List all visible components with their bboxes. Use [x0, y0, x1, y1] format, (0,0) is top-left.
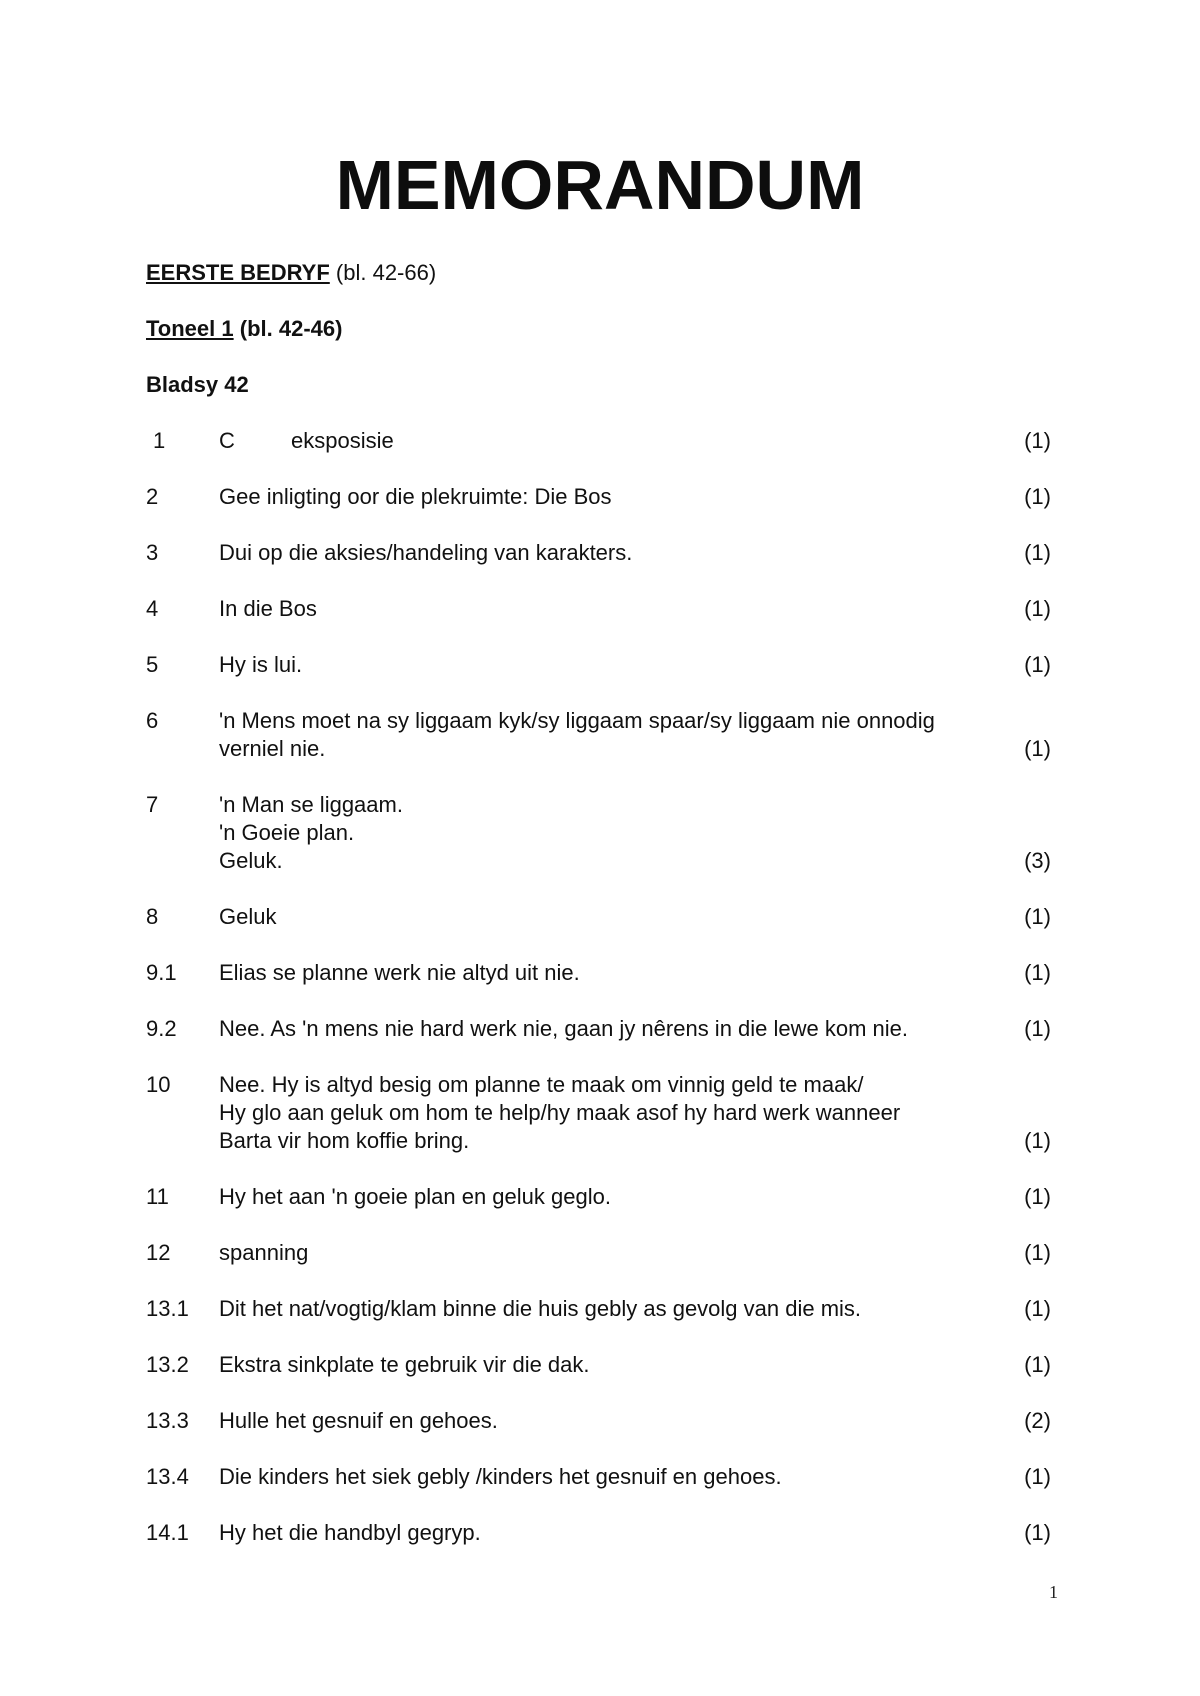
page-heading: Bladsy 42 [146, 372, 249, 397]
answer-line [219, 427, 991, 455]
answer-text [219, 1071, 991, 1155]
answer-line-text: eksposisie [291, 428, 394, 453]
question-number: 3 [146, 540, 159, 565]
question-number: 12 [146, 1240, 171, 1265]
answer-line: Ekstra sinkplate te gebruik vir die dak. [219, 1352, 590, 1377]
question-number: 14.1 [146, 1520, 189, 1545]
answer-line: Barta vir hom koffie bring. [219, 1128, 470, 1153]
answer-line: Die kinders het siek gebly /kinders het gesnuif en gehoes. [219, 1464, 782, 1489]
answer-item [146, 903, 1051, 931]
answer-text [219, 791, 991, 875]
question-number: 9.1 [146, 960, 177, 985]
act-label: EERSTE BEDRYF [146, 260, 330, 285]
question-number: 13.4 [146, 1464, 189, 1489]
question-number: 4 [146, 596, 159, 621]
answer-line: Elias se planne werk nie altyd uit nie. [219, 960, 580, 985]
question-number: 13.1 [146, 1296, 189, 1321]
mark-allocation: (1) [1024, 652, 1051, 677]
answer-item [146, 707, 1051, 763]
answer-text [219, 1351, 991, 1379]
answer-text [219, 1463, 991, 1491]
mark-allocation: (1) [1024, 484, 1051, 509]
answer-text [219, 651, 991, 679]
mark-allocation: (1) [1024, 904, 1051, 929]
mark-allocation: (2) [1024, 1408, 1051, 1433]
question-number: 10 [146, 1072, 171, 1097]
mark-allocation: (1) [1024, 1352, 1051, 1377]
answer-text [219, 1015, 991, 1043]
mark-allocation: (1) [1024, 1016, 1051, 1041]
question-number: 8 [146, 904, 159, 929]
answer-item [146, 1239, 1051, 1267]
mark-allocation: (3) [1024, 848, 1051, 873]
answer-item [146, 1519, 1051, 1547]
answer-item [146, 1071, 1051, 1155]
answer-item [146, 1463, 1051, 1491]
answer-text [219, 707, 991, 763]
answer-text [219, 483, 991, 511]
question-number: 13.2 [146, 1352, 189, 1377]
answer-line: Nee. As 'n mens nie hard werk nie, gaan jy nêrens in die lewe kom nie. [219, 1016, 909, 1041]
answer-item [146, 483, 1051, 511]
question-number: 6 [146, 708, 159, 733]
answer-text [219, 1295, 991, 1323]
answer-line: Dui op die aksies/handeling van karakters. [219, 540, 633, 565]
mark-allocation: (1) [1024, 960, 1051, 985]
mark-allocation: (1) [1024, 1184, 1051, 1209]
mark-allocation: (1) [1024, 1520, 1051, 1545]
answer-line: Hy het die handbyl gegryp. [219, 1520, 481, 1545]
answer-line: Hy het aan 'n goeie plan en geluk geglo. [219, 1184, 611, 1209]
question-number: 1 [153, 428, 166, 453]
answer-line: Hulle het gesnuif en gehoes. [219, 1408, 498, 1433]
answer-item [146, 791, 1051, 875]
answer-line: Geluk [219, 904, 277, 929]
answer-text [219, 427, 991, 455]
scene-heading [146, 316, 342, 342]
answer-text [219, 903, 991, 931]
answer-text [219, 595, 991, 623]
answer-letter: C [219, 428, 235, 453]
act-pages: (bl. 42-66) [335, 260, 437, 285]
answer-text [219, 1183, 991, 1211]
answer-text [219, 959, 991, 987]
answer-item [146, 1351, 1051, 1379]
answer-line: Geluk. [219, 848, 283, 873]
answer-line: Hy glo aan geluk om hom te help/hy maak asof hy hard werk wanneer [219, 1100, 901, 1125]
question-number: 2 [146, 484, 159, 509]
page-number: 1 [1049, 1582, 1058, 1602]
mark-allocation: (1) [1024, 540, 1051, 565]
question-number: 13.3 [146, 1408, 189, 1433]
answer-line: Dit het nat/vogtig/klam binne die huis gebly as gevolg van die mis. [219, 1296, 862, 1321]
answer-line: verniel nie. [219, 736, 326, 761]
answer-text [219, 1239, 991, 1267]
question-number: 5 [146, 652, 159, 677]
mark-allocation: (1) [1024, 1128, 1051, 1153]
question-number: 11 [146, 1184, 169, 1209]
mark-allocation: (1) [1024, 1296, 1051, 1321]
question-number: 7 [146, 792, 159, 817]
answer-line: Nee. Hy is altyd besig om planne te maak om vinnig geld te maak/ [219, 1072, 864, 1097]
answer-item [146, 1295, 1051, 1323]
mark-allocation: (1) [1024, 596, 1051, 621]
act-heading [146, 260, 436, 286]
answer-text [219, 539, 991, 567]
answer-line: Gee inligting oor die plekruimte: Die Bos [219, 484, 612, 509]
answer-item [146, 959, 1051, 987]
answer-item [146, 1407, 1051, 1435]
mark-allocation: (1) [1024, 1464, 1051, 1489]
answer-text [219, 1407, 991, 1435]
answer-item [146, 1015, 1051, 1043]
answer-line: spanning [219, 1240, 309, 1265]
answer-list [146, 427, 1051, 1575]
answer-item [146, 651, 1051, 679]
question-number: 9.2 [146, 1016, 177, 1041]
answer-line: In die Bos [219, 596, 317, 621]
document-title: MEMORANDUM [335, 146, 865, 224]
mark-allocation: (1) [1024, 428, 1051, 453]
answer-item [146, 427, 1051, 455]
mark-allocation: (1) [1024, 1240, 1051, 1265]
answer-item [146, 539, 1051, 567]
answer-line: 'n Goeie plan. [219, 820, 355, 845]
answer-line: 'n Mens moet na sy liggaam kyk/sy liggaam spaar/sy liggaam nie onnodig [219, 708, 935, 733]
answer-line: 'n Man se liggaam. [219, 792, 403, 817]
answer-item [146, 1183, 1051, 1211]
answer-text [219, 1519, 991, 1547]
mark-allocation: (1) [1024, 736, 1051, 761]
answer-line: Hy is lui. [219, 652, 303, 677]
scene-pages: (bl. 42-46) [239, 316, 343, 341]
scene-label: Toneel 1 [146, 316, 234, 341]
answer-item [146, 595, 1051, 623]
